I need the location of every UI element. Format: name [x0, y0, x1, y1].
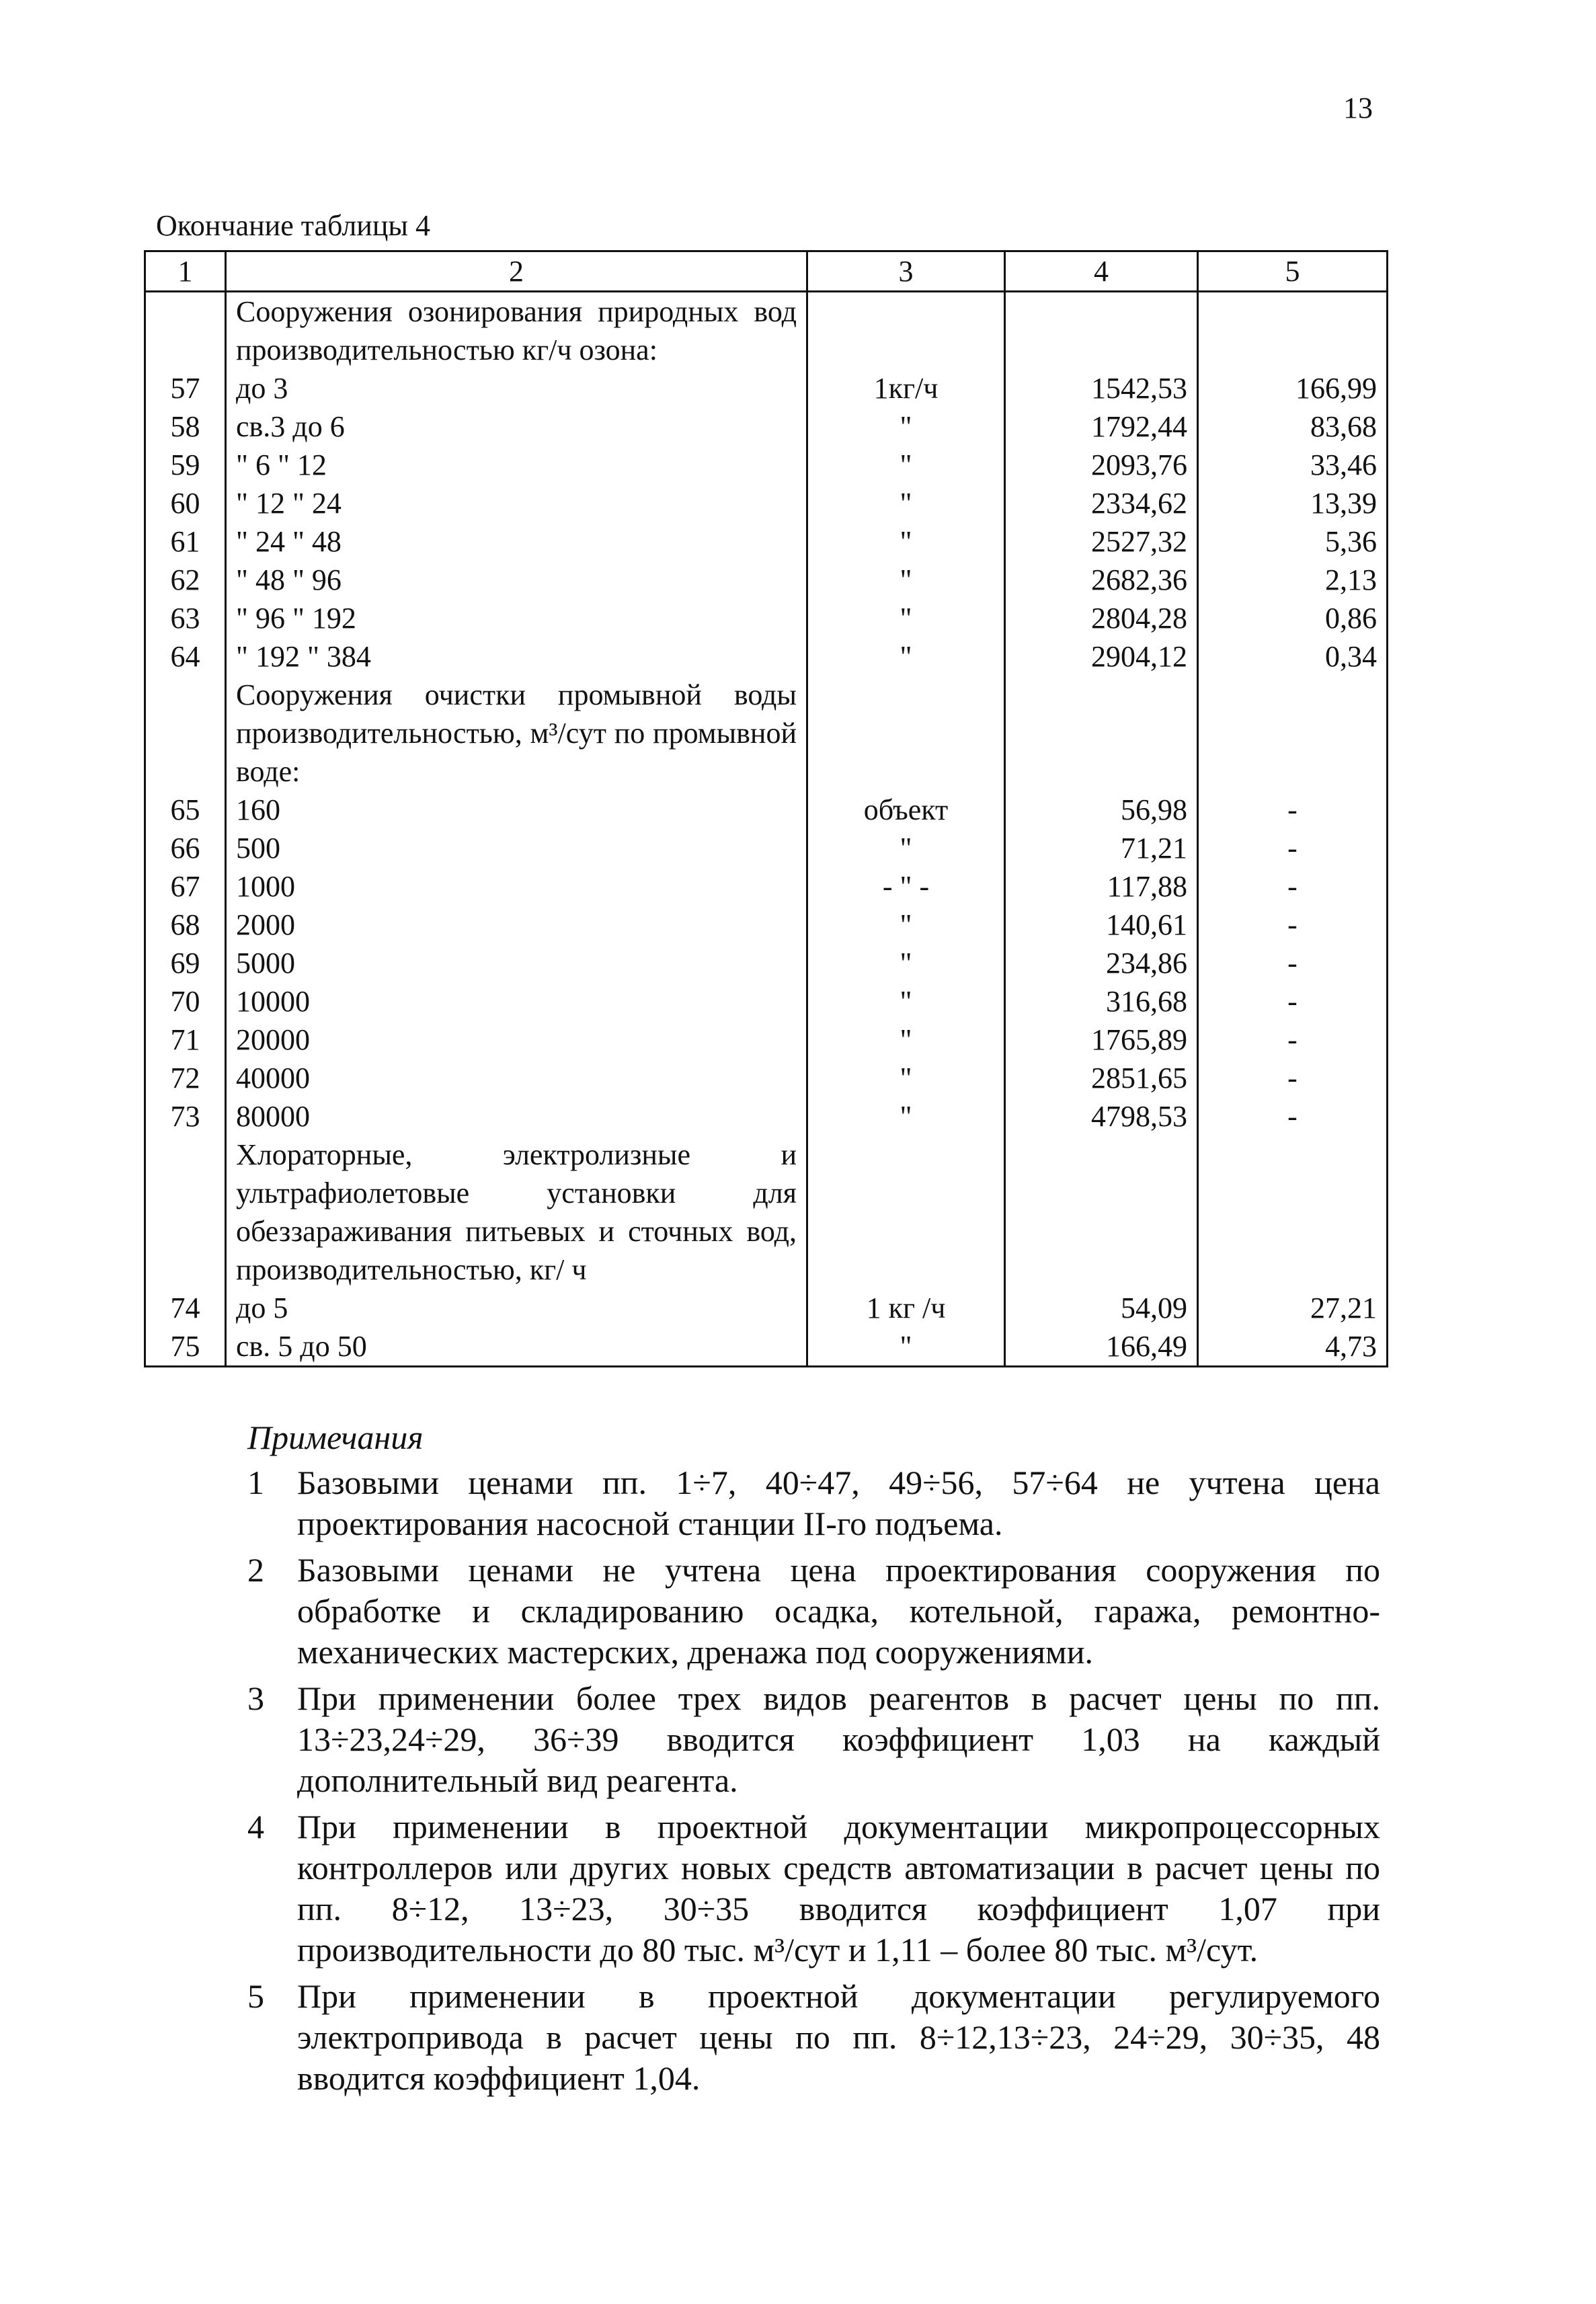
item-name: 80000 — [226, 1097, 807, 1136]
table-row — [145, 982, 1388, 1021]
note-text: При применении в проектной документации регулируемого электропривода в расчет цены по пп. 8÷12,13÷23, 24÷29, 30÷35, 48 вводится коэффициент 1,04. — [297, 1977, 1380, 2097]
group-heading: Сооружения очистки промывной воды производительностью, м³/сут по промывной воде: — [226, 676, 807, 791]
unit-cell: " — [807, 944, 1005, 982]
header-cell-2: 2 — [226, 251, 807, 292]
price-a-cell: 1765,89 — [1005, 1021, 1198, 1059]
note-item — [247, 1550, 1380, 1673]
unit-cell: " — [807, 1327, 1005, 1367]
price-a-cell — [1005, 676, 1198, 791]
group-heading: Хлораторные, электролизные и ультрафиолетовые установки для обеззараживания питьевых и сточных вод, производительностью, кг/ ч — [226, 1136, 807, 1289]
table-row — [145, 407, 1388, 446]
row-number: 60 — [145, 484, 226, 522]
note-number: 1 — [247, 1464, 264, 1501]
unit-cell: " — [807, 1097, 1005, 1136]
unit-cell: 1 кг /ч — [807, 1289, 1005, 1327]
table-row — [145, 829, 1388, 867]
table-row — [145, 1059, 1388, 1097]
row-number: 62 — [145, 561, 226, 599]
price-b-cell: - — [1198, 906, 1388, 944]
row-number: 66 — [145, 829, 226, 867]
row-number: 64 — [145, 637, 226, 676]
table-row — [145, 599, 1388, 637]
price-a-cell: 117,88 — [1005, 867, 1198, 906]
price-b-cell: 33,46 — [1198, 446, 1388, 484]
price-b-cell: 4,73 — [1198, 1327, 1388, 1367]
note-text: Базовыми ценами пп. 1÷7, 40÷47, 49÷56, 57÷64 не учтена цена проектирования насосной станции II-го подъема. — [297, 1464, 1380, 1542]
item-name: св. 5 до 50 — [226, 1327, 807, 1367]
note-number: 4 — [247, 1808, 264, 1845]
item-name: 40000 — [226, 1059, 807, 1097]
price-a-cell — [1005, 1136, 1198, 1289]
price-a-cell: 2904,12 — [1005, 637, 1198, 676]
price-b-cell: 27,21 — [1198, 1289, 1388, 1327]
notes-title: Примечания — [247, 1419, 424, 1456]
table-row — [145, 561, 1388, 599]
price-a-cell: 2851,65 — [1005, 1059, 1198, 1097]
unit-cell: " — [807, 561, 1005, 599]
row-number: 68 — [145, 906, 226, 944]
table-caption: Окончание таблицы 4 — [156, 209, 430, 242]
table-row — [145, 867, 1388, 906]
item-name: 160 — [226, 791, 807, 829]
price-b-cell — [1198, 676, 1388, 791]
note-item — [247, 1806, 1380, 1971]
table-row — [145, 791, 1388, 829]
table-row — [145, 1289, 1388, 1327]
note-number: 3 — [247, 1679, 264, 1717]
price-a-cell: 166,49 — [1005, 1327, 1198, 1367]
price-b-cell: - — [1198, 1097, 1388, 1136]
price-a-cell: 2093,76 — [1005, 446, 1198, 484]
note-text: При применении в проектной документации микропроцессорных контроллеров или других новых средств автоматизации в расчет цены по пп. 8÷12, 13÷23, 30÷35 вводится коэффициент 1,07 при производительности до 80 тыс. м³/сут и 1,11 – более 80 тыс. м³/сут. — [297, 1808, 1380, 1969]
row-number: 57 — [145, 369, 226, 407]
item-name: 5000 — [226, 944, 807, 982]
unit-cell: 1кг/ч — [807, 369, 1005, 407]
unit-cell: " — [807, 637, 1005, 676]
price-b-cell: 13,39 — [1198, 484, 1388, 522]
row-number: 71 — [145, 1021, 226, 1059]
price-a-cell: 54,09 — [1005, 1289, 1198, 1327]
price-b-cell: 0,86 — [1198, 599, 1388, 637]
table-row — [145, 522, 1388, 561]
row-number: 63 — [145, 599, 226, 637]
price-a-cell: 56,98 — [1005, 791, 1198, 829]
unit-cell: " — [807, 1059, 1005, 1097]
row-number — [145, 1136, 226, 1289]
group-heading: Сооружения озонирования природных вод производительностью кг/ч озона: — [226, 292, 807, 370]
note-number: 5 — [247, 1977, 264, 2015]
price-a-cell: 2527,32 — [1005, 522, 1198, 561]
price-a-cell: 1542,53 — [1005, 369, 1198, 407]
row-number: 67 — [145, 867, 226, 906]
notes-list — [247, 1462, 1380, 2099]
price-b-cell: 0,34 — [1198, 637, 1388, 676]
unit-cell — [807, 292, 1005, 370]
row-number: 72 — [145, 1059, 226, 1097]
item-name: 1000 — [226, 867, 807, 906]
table-row — [145, 944, 1388, 982]
row-number: 70 — [145, 982, 226, 1021]
price-b-cell: - — [1198, 982, 1388, 1021]
price-b-cell: 5,36 — [1198, 522, 1388, 561]
price-b-cell: - — [1198, 1021, 1388, 1059]
price-b-cell: - — [1198, 944, 1388, 982]
row-number: 74 — [145, 1289, 226, 1327]
price-b-cell: - — [1198, 1059, 1388, 1097]
price-b-cell — [1198, 292, 1388, 370]
note-item — [247, 1462, 1380, 1544]
row-number — [145, 292, 226, 370]
price-a-cell: 1792,44 — [1005, 407, 1198, 446]
price-b-cell: 83,68 — [1198, 407, 1388, 446]
group-heading-row — [145, 292, 1388, 370]
unit-cell: " — [807, 407, 1005, 446]
item-name: " 192 " 384 — [226, 637, 807, 676]
item-name: " 6 " 12 — [226, 446, 807, 484]
header-cell-4: 4 — [1005, 251, 1198, 292]
table-row — [145, 1021, 1388, 1059]
unit-cell: " — [807, 522, 1005, 561]
table-row — [145, 906, 1388, 944]
table-row — [145, 484, 1388, 522]
item-name: св.3 до 6 — [226, 407, 807, 446]
price-b-cell — [1198, 1136, 1388, 1289]
price-a-cell: 2804,28 — [1005, 599, 1198, 637]
row-number: 75 — [145, 1327, 226, 1367]
group-heading-row — [145, 1136, 1388, 1289]
item-name: 2000 — [226, 906, 807, 944]
note-text: При применении более трех видов реагентов в расчет цены по пп. 13÷23,24÷29, 36÷39 вводится коэффициент 1,03 на каждый дополнительный вид реагента. — [297, 1679, 1380, 1799]
unit-cell: объект — [807, 791, 1005, 829]
header-cell-3: 3 — [807, 251, 1005, 292]
row-number: 58 — [145, 407, 226, 446]
price-b-cell: 2,13 — [1198, 561, 1388, 599]
price-a-cell: 71,21 — [1005, 829, 1198, 867]
item-name: " 12 " 24 — [226, 484, 807, 522]
unit-cell — [807, 1136, 1005, 1289]
price-table — [144, 250, 1388, 1367]
item-name: до 3 — [226, 369, 807, 407]
unit-cell: " — [807, 446, 1005, 484]
row-number: 73 — [145, 1097, 226, 1136]
row-number — [145, 676, 226, 791]
unit-cell: " — [807, 599, 1005, 637]
header-cell-5: 5 — [1198, 251, 1388, 292]
price-b-cell: - — [1198, 829, 1388, 867]
price-b-cell: - — [1198, 867, 1388, 906]
item-name: 500 — [226, 829, 807, 867]
item-name: 20000 — [226, 1021, 807, 1059]
unit-cell: - " - — [807, 867, 1005, 906]
item-name: " 48 " 96 — [226, 561, 807, 599]
unit-cell: " — [807, 906, 1005, 944]
price-a-cell: 2334,62 — [1005, 484, 1198, 522]
item-name: до 5 — [226, 1289, 807, 1327]
unit-cell: " — [807, 484, 1005, 522]
unit-cell: " — [807, 1021, 1005, 1059]
price-a-cell: 4798,53 — [1005, 1097, 1198, 1136]
price-a-cell: 2682,36 — [1005, 561, 1198, 599]
unit-cell — [807, 676, 1005, 791]
price-a-cell: 140,61 — [1005, 906, 1198, 944]
row-number: 61 — [145, 522, 226, 561]
item-name: 10000 — [226, 982, 807, 1021]
note-item — [247, 1678, 1380, 1801]
header-cell-1: 1 — [145, 251, 226, 292]
group-heading-row — [145, 676, 1388, 791]
item-name: " 24 " 48 — [226, 522, 807, 561]
note-text: Базовыми ценами не учтена цена проектирования сооружения по обработке и складированию осадка, котельной, гаража, ремонтно-механических мастерских, дренажа под сооружениями. — [297, 1551, 1380, 1671]
table-row — [145, 1097, 1388, 1136]
note-number: 2 — [247, 1551, 264, 1589]
page-number: 13 — [1343, 91, 1373, 124]
table-row — [145, 369, 1388, 407]
notes-section — [247, 1417, 1380, 2104]
row-number: 59 — [145, 446, 226, 484]
table-row — [145, 637, 1388, 676]
table-header-row — [145, 251, 1388, 292]
price-b-cell: - — [1198, 791, 1388, 829]
row-number: 65 — [145, 791, 226, 829]
note-item — [247, 1976, 1380, 2099]
table-row — [145, 1327, 1388, 1367]
price-b-cell: 166,99 — [1198, 369, 1388, 407]
row-number: 69 — [145, 944, 226, 982]
item-name: " 96 " 192 — [226, 599, 807, 637]
price-a-cell — [1005, 292, 1198, 370]
price-a-cell: 316,68 — [1005, 982, 1198, 1021]
unit-cell: " — [807, 982, 1005, 1021]
unit-cell: " — [807, 829, 1005, 867]
table-row — [145, 446, 1388, 484]
price-a-cell: 234,86 — [1005, 944, 1198, 982]
